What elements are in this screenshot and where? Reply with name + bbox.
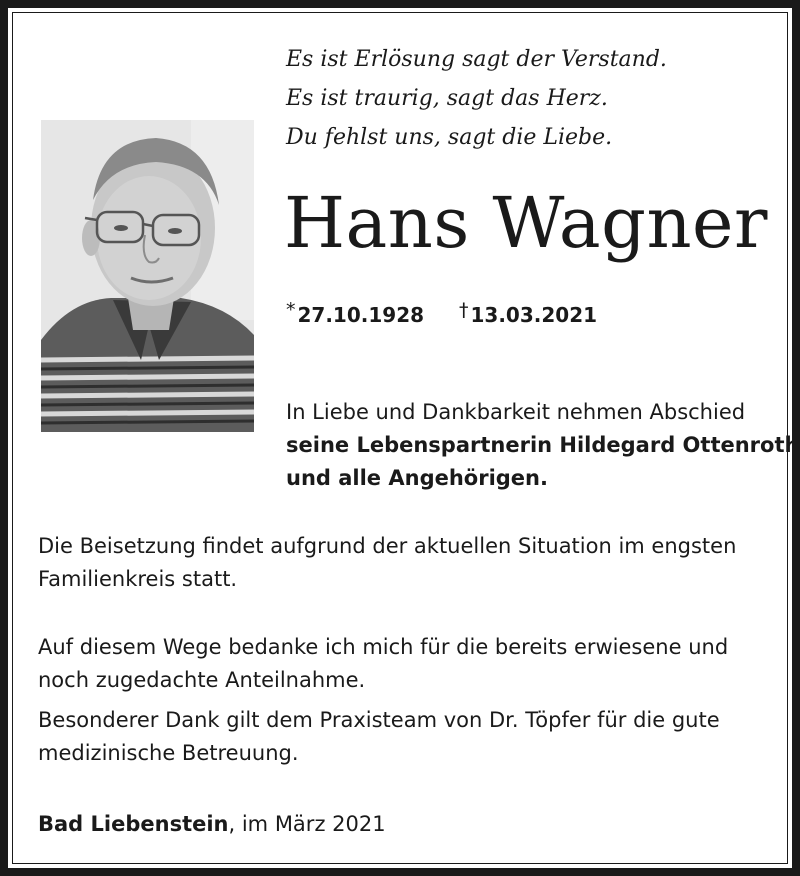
mourners-partner: seine Lebenspartnerin Hildegard Ottenroth xyxy=(286,433,800,457)
mourners-block xyxy=(286,396,799,495)
thanks-line: noch zugedachte Anteilnahme. xyxy=(38,668,366,692)
poem xyxy=(286,40,667,157)
birth-date: 27.10.1928 xyxy=(297,303,425,327)
place-date xyxy=(38,808,386,841)
life-dates xyxy=(286,299,598,327)
place-town: Bad Liebenstein xyxy=(38,812,229,836)
special-thanks-notice xyxy=(38,704,720,770)
deceased-name: Hans Wagner xyxy=(284,182,768,264)
portrait-photo xyxy=(41,120,254,432)
poem-line: Du fehlst uns, sagt die Liebe. xyxy=(286,125,613,150)
poem-line: Es ist traurig, sagt das Herz. xyxy=(286,86,608,111)
place-month: , im März 2021 xyxy=(228,812,386,836)
portrait-illustration xyxy=(41,120,254,432)
death-date: 13.03.2021 xyxy=(470,303,598,327)
special-thanks-line: medizinische Betreuung. xyxy=(38,741,299,765)
burial-line: Die Beisetzung findet aufgrund der aktuellen Situation im engsten xyxy=(38,534,737,558)
thanks-notice xyxy=(38,631,728,697)
special-thanks-line: Besonderer Dank gilt dem Praxisteam von Dr. Töpfer für die gute xyxy=(38,708,720,732)
mourners-relatives: und alle Angehörigen. xyxy=(286,466,548,490)
poem-line: Es ist Erlösung sagt der Verstand. xyxy=(286,47,667,72)
mourners-intro: In Liebe und Dankbarkeit nehmen Abschied xyxy=(286,400,746,424)
burial-notice xyxy=(38,530,736,596)
death-cross-icon: † xyxy=(459,299,469,321)
birth-star-icon: * xyxy=(286,299,296,321)
thanks-line: Auf diesem Wege bedanke ich mich für die bereits erwiesene und xyxy=(38,635,729,659)
burial-line: Familienkreis statt. xyxy=(38,567,238,591)
